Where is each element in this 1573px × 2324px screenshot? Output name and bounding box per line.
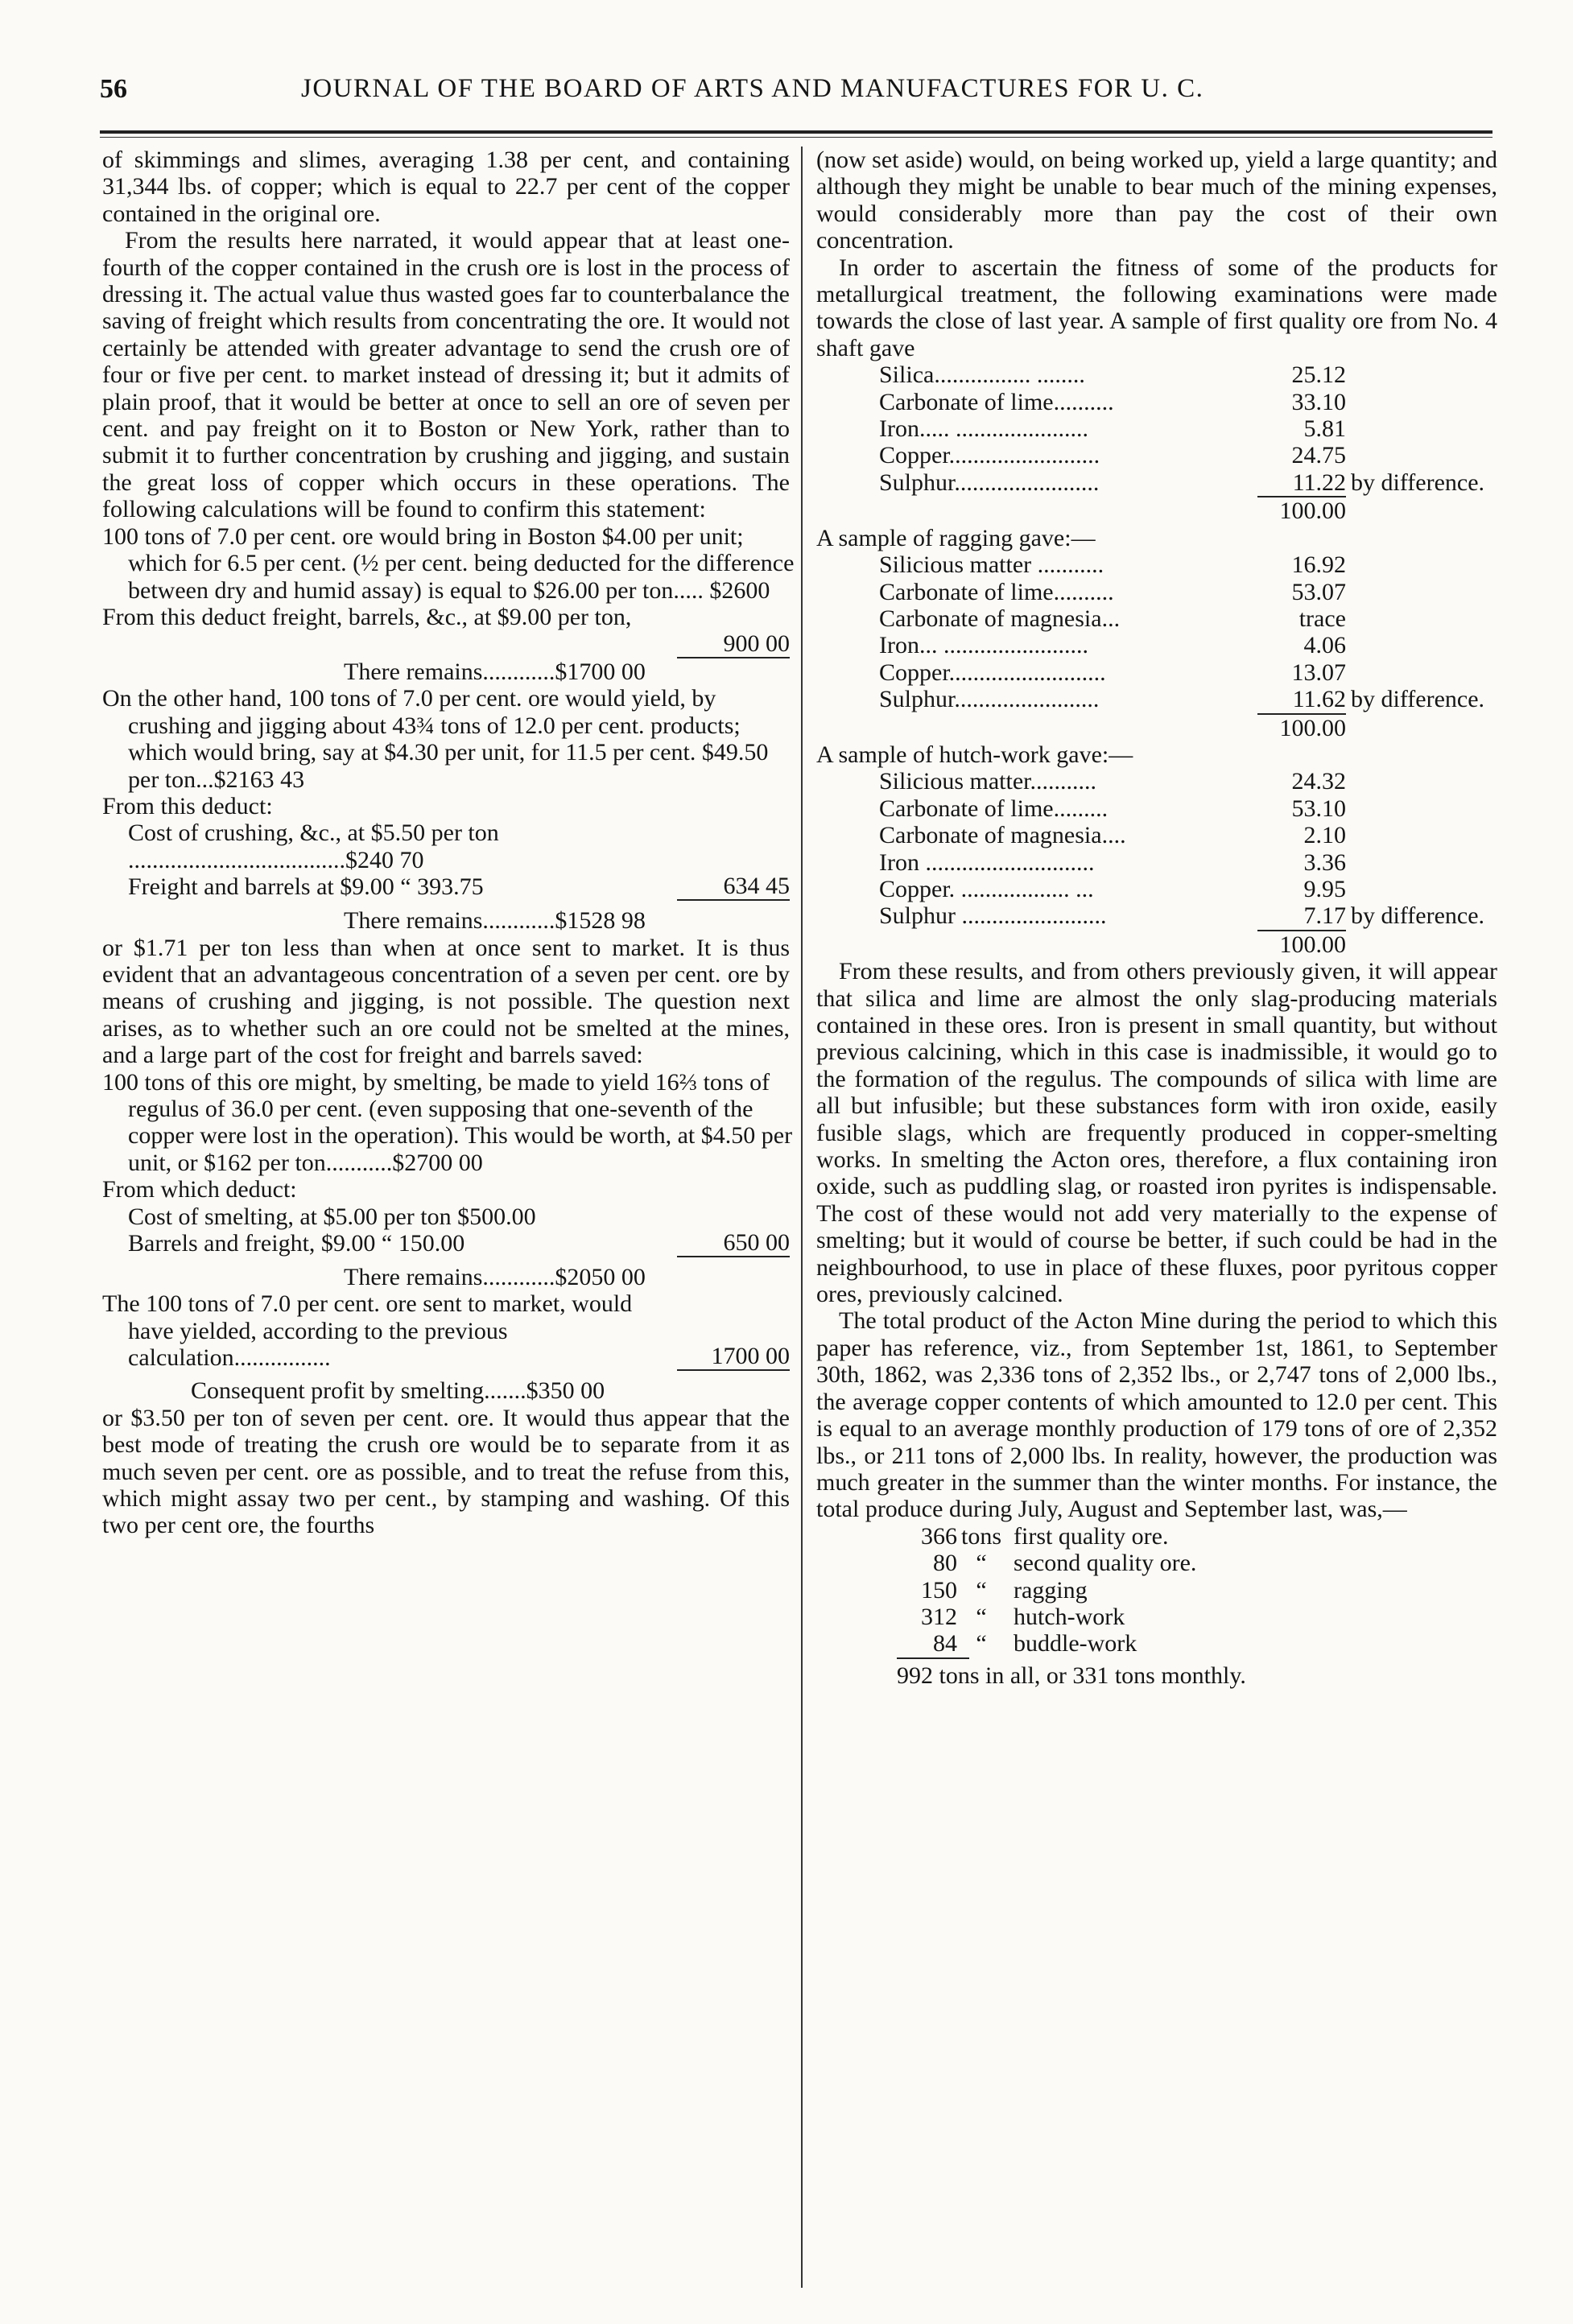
paragraph: or $1.71 per ton less than when at once sent to market. It is thus evident that an advantageous concentration of a seven per cent. ore by means of crushing and jigging, is not possible. The question next arises, as to whether such an ore could not be smelted at the mines, and a large part of the cost for freight and barrels saved:: [102, 934, 790, 1069]
calc-amount: 650 00: [677, 1229, 790, 1257]
header-rule-thin: [100, 137, 1492, 138]
production-list: [897, 1523, 1497, 1659]
table-row: Sulphur........................ 11.22 by difference.: [879, 469, 1485, 496]
analysis-table-hutch-work: [879, 768, 1497, 929]
calc-label: From this deduct:: [102, 792, 273, 819]
table-intro: A sample of hutch-work gave:—: [816, 741, 1133, 768]
table-row: Iron..... ...................... 5.81: [879, 415, 1346, 443]
table-intro: A sample of ragging gave:—: [816, 524, 1096, 551]
list-rule: [897, 1657, 969, 1659]
page-header: [100, 74, 1492, 122]
production-sum: 992 tons in all, or 331 tons monthly.: [897, 1661, 1246, 1689]
calc-line: [102, 1068, 793, 1177]
list-item: 312 “ hutch-work: [921, 1603, 1125, 1630]
paragraph: of skimmings and slimes, averaging 1.38 per cent, and containing 31,344 lbs. of copper; which is equal to 22.7 per cent of the copper contained in the original ore.: [102, 147, 790, 227]
table-row: Silicious matter ........... 16.92: [879, 551, 1346, 579]
column-divider: [801, 147, 803, 2288]
calc-remains: There remains............$1700 00: [344, 658, 646, 685]
calc-subtext: Barrels and freight, $9.00 “ 150.00: [128, 1230, 465, 1257]
list-item: 84 “ buddle-work: [933, 1630, 1137, 1657]
calc-text: On the other hand, 100 tons of 7.0 per cent. ore would yield, by crushing and jigging about 43¾ tons of 12.0 per cent. products; which would bring, say at $4.30 per unit, for 11.5 per cent. $49.50 per ton...$2163 43: [102, 685, 769, 793]
table-row: Carbonate of magnesia... trace: [879, 605, 1346, 632]
table-row: Carbonate of lime.......... 33.10: [879, 388, 1346, 415]
table-total: 100.00: [879, 496, 1497, 524]
calc-text: From this deduct freight, barrels, &c., at $9.00 per ton,: [102, 603, 632, 630]
paragraph: From the results here narrated, it would appear that at least one-fourth of the copper contained in the crush ore is lost in the process of dressing it. The actual value thus wasted goes far to counterbalance the saving of freight which results from concentrating the ore. It would not certainly be attended with greater advantage to send the crush ore of four or five per cent. to market instead of dressing it; but it admits of plain proof, that it would be better at once to sell an ore of seven per cent. and pay freight on it to Boston or New York, rather than to submit it to further concentration by crushing and jigging, and sustain the great loss of copper which occurs in these operations. The following calculations will be found to confirm this statement:: [102, 227, 790, 523]
analysis-table-first-quality: [879, 361, 1497, 496]
calc-label: From which deduct:: [102, 1176, 297, 1203]
paragraph: (now set aside) would, on being worked up, yield a large quantity; and although they might be unable to bear much of the mining expenses, would considerably more than pay the cost of their own concentration.: [816, 147, 1497, 254]
calc-line: [102, 604, 790, 658]
calc-line: [102, 685, 790, 793]
paragraph: In order to ascertain the fitness of some of the products for metallurgical treatment, the following examinations were made towards the close of last year. A sample of first quality ore from No. 4 shaft gave: [816, 254, 1497, 361]
calc-subtext: Cost of crushing, &c., at $5.50 per ton ....................................$240 70: [128, 819, 499, 873]
calc-subline: [102, 819, 627, 873]
paragraph: or $3.50 per ton of seven per cent. ore. It would thus appear that the best mode of treating the crush ore would be to separate from it as much seven per cent. ore as possible, and to treat the refuse from this, which might assay two per cent., by stamping and washing. Of this two per cent ore, the fourths: [102, 1404, 790, 1539]
calc-text: 100 tons of this ore might, by smelting, be made to yield 16⅔ tons of regulus of 36.0 per cent. (even supposing that one-seventh of the copper were lost in the operation). This would be worth, at $4.50 per unit, or $162 per ton...........$2700 00: [102, 1068, 793, 1176]
table-row: Sulphur........................ 11.62 by difference.: [879, 686, 1485, 713]
table-row: Carbonate of lime.......... 53.07: [879, 578, 1346, 605]
header-rule: [100, 130, 1492, 134]
list-item: 150 “ ragging: [921, 1576, 1088, 1604]
calc-remains: Consequent profit by smelting.......$350 00: [191, 1377, 605, 1405]
table-row: Carbonate of lime......... 53.10: [879, 795, 1346, 822]
list-item: 366 tons first quality ore.: [921, 1522, 1169, 1550]
calc-remains: There remains............$2050 00: [344, 1264, 646, 1291]
calc-text: 100 tons of 7.0 per cent. ore would bring in Boston $4.00 per unit; which for 6.5 per cent. (½ per cent. being deducted for the difference between dry and humid assay) is equal to $26.00 per ton..... $2600: [102, 522, 795, 604]
list-item: 80 “ second quality ore.: [933, 1550, 1197, 1577]
calc-line: [102, 522, 795, 604]
calc-subtext: Freight and barrels at $9.00 “ 393.75: [128, 873, 484, 901]
page-number: 56: [100, 74, 127, 104]
calc-line: [102, 1230, 790, 1257]
calc-subtext: Cost of smelting, at $5.00 per ton $500.00: [128, 1203, 536, 1230]
table-row: Copper......................... 24.75: [879, 442, 1346, 469]
calc-text: The 100 tons of 7.0 per cent. ore sent to market, would have yielded, according to the previous calculation................: [102, 1290, 633, 1372]
table-row: Sulphur ........................ 7.17 by difference.: [879, 902, 1485, 930]
paragraph: From these results, and from others previously given, it will appear that silica and lime are almost the only slag-producing materials contained in these ores. Iron is present in small quantity, but without previous calcining, which in this case is inadmissible, it would go to the formation of the regulus. The compounds of silica with lime are all but infusible; but these substances form with iron oxide, easily fusible slags, which are frequently produced in copper-smelting works. In smelting the Acton ores, therefore, a flux containing iron oxide, such as puddling slag, or roasted iron pyrites is indispensable. The cost of these would not add very materially to the expense of smelting; but it would of course be better, if such could be had in the neighbourhood, to use in place of these fluxes, poor pyritous copper ores, previously calcined.: [816, 958, 1497, 1308]
table-row: Iron ............................ 3.36: [879, 848, 1346, 876]
table-row: Iron... ........................ 4.06: [879, 632, 1346, 659]
calc-line: [102, 1290, 790, 1371]
calc-line: [102, 873, 790, 901]
table-row: Silicious matter........... 24.32: [879, 768, 1346, 795]
paragraph: The total product of the Acton Mine during the period to which this paper has reference, viz., from September 1st, 1861, to September 30th, 1862, was 2,336 tons of 2,352 lbs., or 2,747 tons of 2,000 lbs., the average copper contents of which amounted to 12.0 per cent. This is equal to an average monthly production of 179 tons of ore of 2,352 lbs., or 211 tons of 2,000 lbs. In reality, however, the production was much greater in the summer than the winter months. For instance, the total produce during July, August and September last, was,—: [816, 1307, 1497, 1523]
calc-amount: 634 45: [677, 873, 790, 901]
table-row: Copper. .................. ... 9.95: [879, 875, 1346, 902]
table-total: 100.00: [879, 930, 1497, 958]
right-column: [816, 147, 1497, 1689]
table-row: Copper.......................... 13.07: [879, 658, 1346, 686]
left-column: [102, 147, 795, 1539]
table-row: Carbonate of magnesia.... 2.10: [879, 822, 1346, 849]
calc-amount: 900 00: [677, 630, 790, 658]
table-row: Silica................ ........ 25.12: [879, 361, 1346, 389]
table-total: 100.00: [879, 713, 1497, 741]
analysis-table-ragging: [879, 551, 1497, 712]
calc-remains: There remains............$1528 98: [344, 907, 646, 935]
running-head: JOURNAL OF THE BOARD OF ARTS AND MANUFACTURES FOR U. C.: [301, 74, 1204, 103]
calc-subline: [102, 1203, 790, 1230]
calc-amount: 1700 00: [677, 1343, 790, 1371]
